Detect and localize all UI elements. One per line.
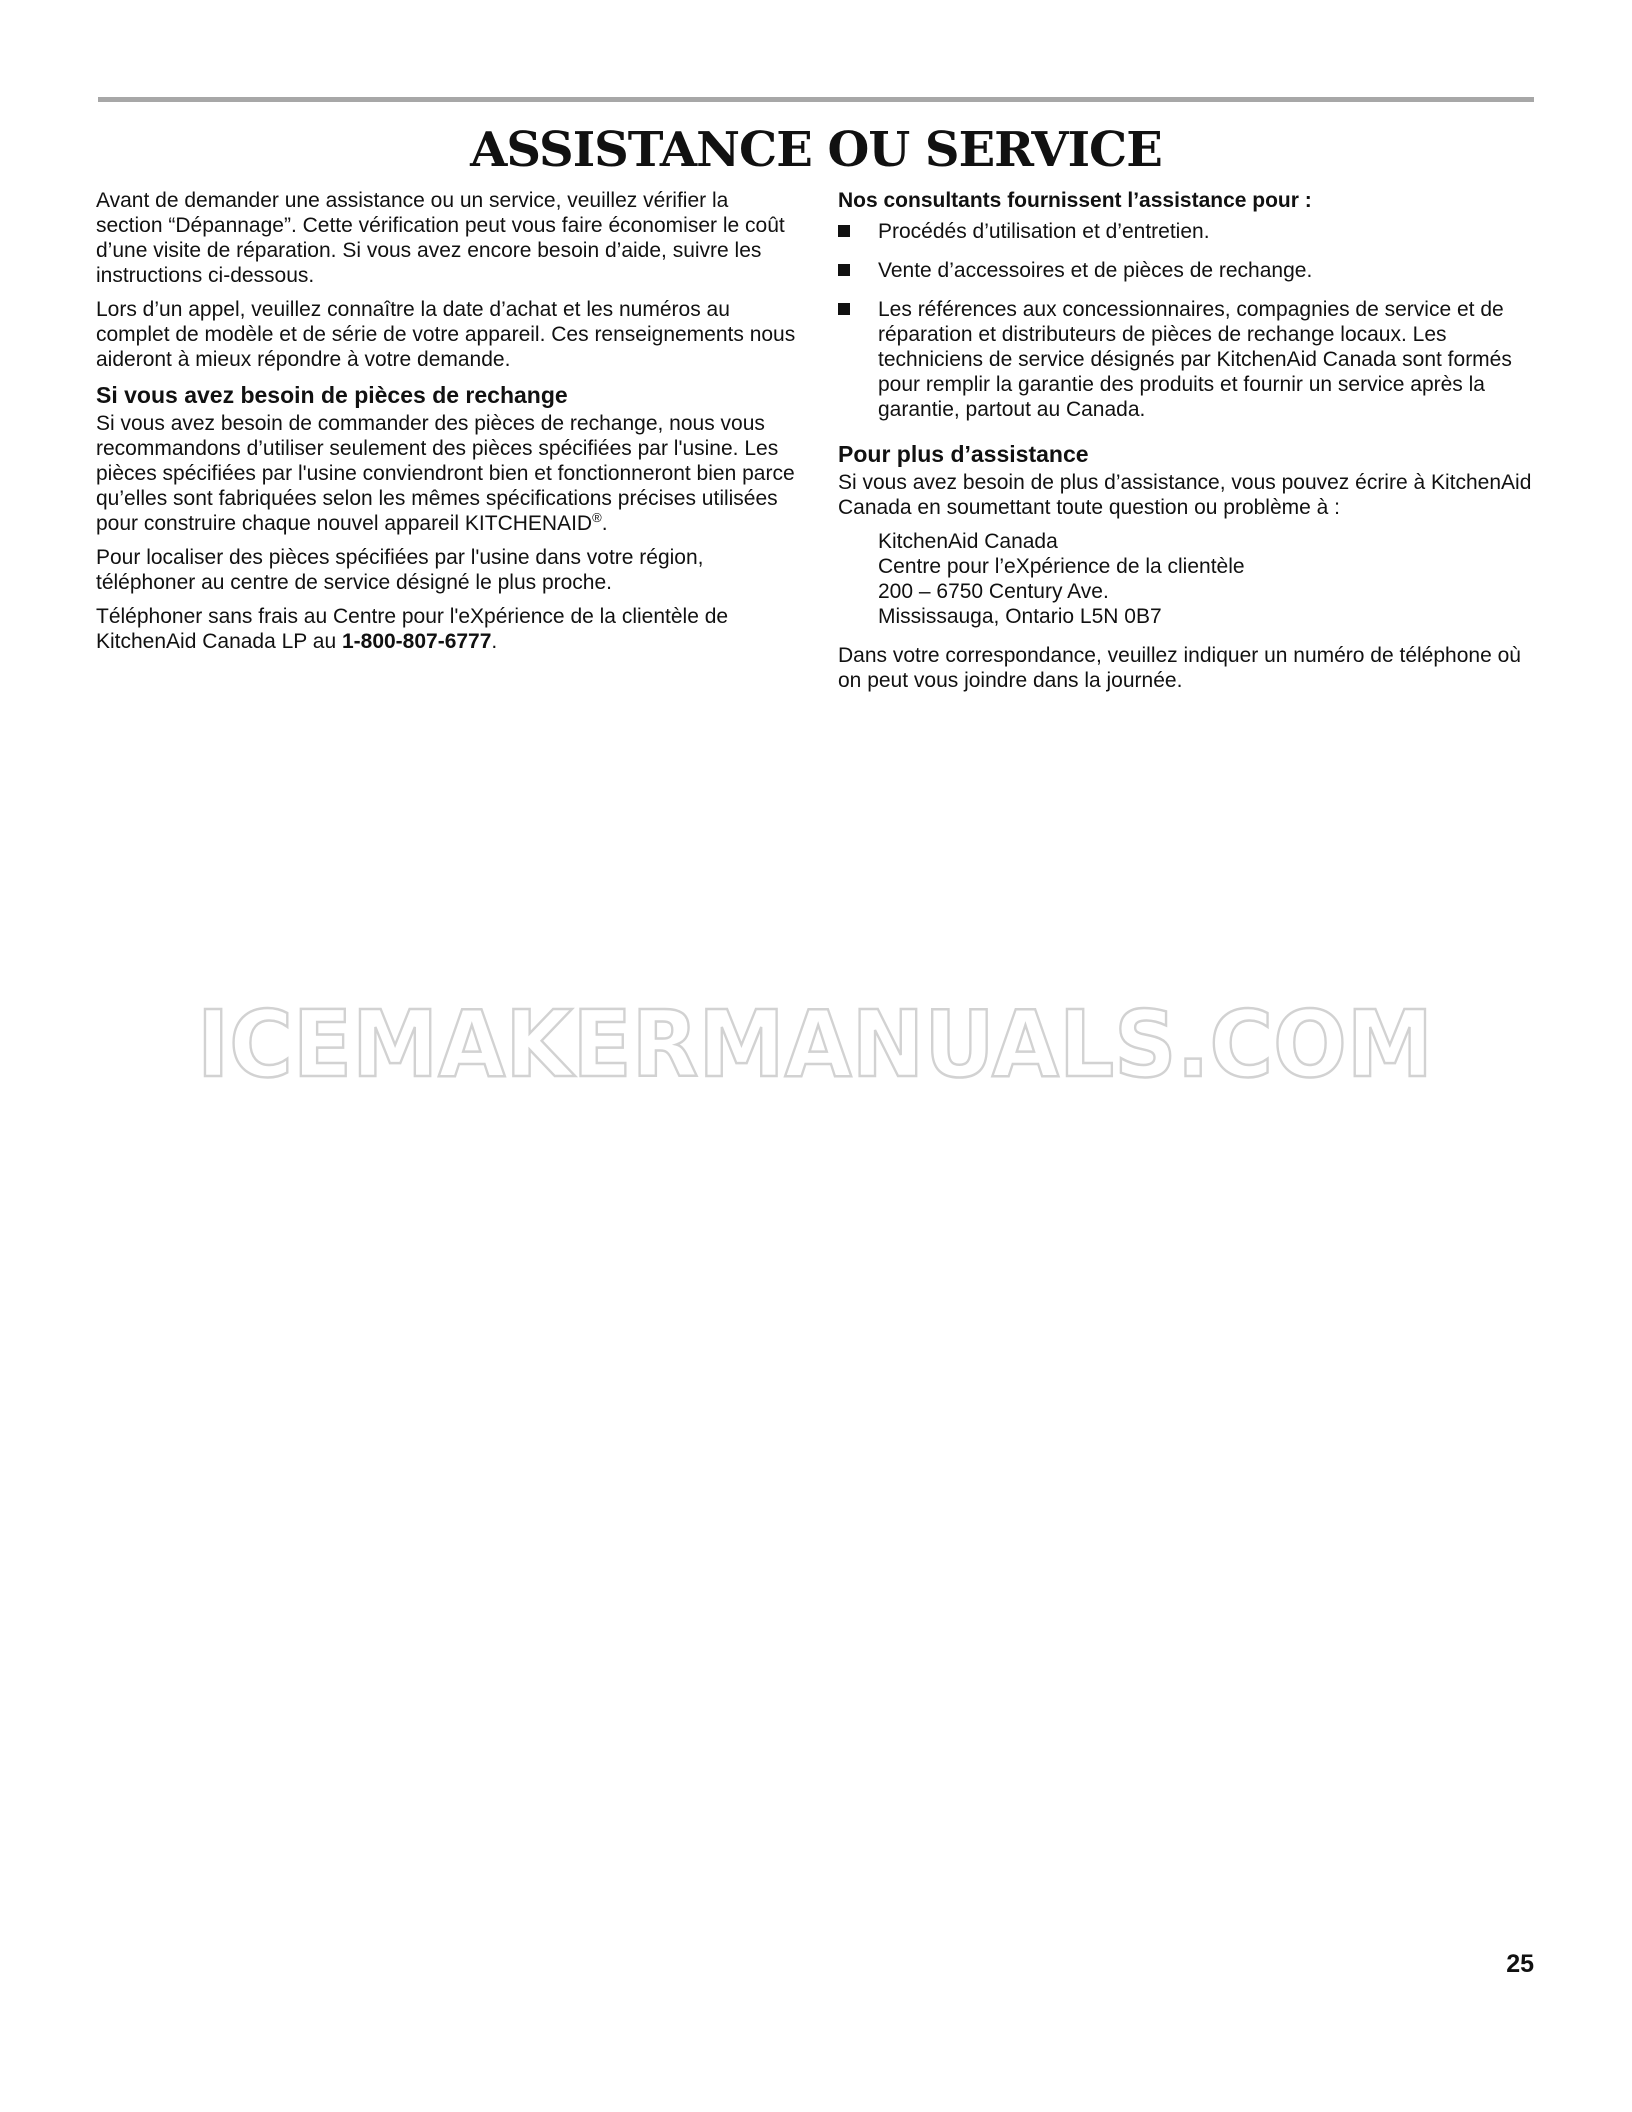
services-list bbox=[838, 219, 1538, 422]
parts-paragraph-1 bbox=[96, 411, 796, 536]
list-item-text: Vente d’accessoires et de pièces de rechange. bbox=[878, 259, 1313, 282]
parts-heading: Si vous avez besoin de pièces de rechange bbox=[96, 382, 568, 408]
list-item bbox=[838, 219, 1538, 244]
closing-paragraph: Dans votre correspondance, veuillez indiquer un numéro de téléphone où on peut vous joindre dans la journée. bbox=[838, 644, 1521, 692]
watermark-text: ICEMAKERMANUALS.COM bbox=[197, 1000, 1433, 1090]
page-number: 25 bbox=[1506, 1950, 1534, 1978]
intro-paragraph-2: Lors d’un appel, veuillez connaître la date d’achat et les numéros au complet de modèle et de série de votre appareil. Ces renseignements nous aideront à mieux répondre à votre demande. bbox=[96, 298, 796, 371]
parts-paragraph-2: Pour localiser des pièces spécifiées par l'usine dans votre région, téléphoner au centre de service désigné le plus proche. bbox=[96, 546, 704, 594]
intro-paragraph-1: Avant de demander une assistance ou un service, veuillez vérifier la section “Dépannage”. Cette vérification peut vous faire économiser le coût d’une visite de réparation. Si vous avez encore besoin d’aide, suivre les instructions ci-dessous. bbox=[96, 189, 785, 287]
square-bullet-icon bbox=[838, 219, 878, 237]
consultants-heading: Nos consultants fournissent l’assistance pour : bbox=[838, 189, 1312, 212]
parts-paragraph-3-text: Téléphoner sans frais au Centre pour l'eXpérience de la clientèle de KitchenAid Canada LP au bbox=[96, 605, 729, 653]
parts-paragraph-3-end: . bbox=[491, 630, 498, 653]
page-title: ASSISTANCE OU SERVICE bbox=[470, 122, 1162, 178]
left-column bbox=[96, 188, 796, 663]
parts-paragraph-1-text: Si vous avez besoin de commander des pièces de rechange, nous vous recommandons d’utiliser seulement des pièces spécifiées par l'usine. Les pièces spécifiées par l'usine conviendront bien et fonctionneront bien parce qu’elles sont fabriquées selon les mêmes spécifications précises utilisées pour construire chaque nouvel appareil KITCHENAID bbox=[96, 412, 795, 535]
more-assistance-paragraph: Si vous avez besoin de plus d’assistance, vous pouvez écrire à KitchenAid Canada en soumettant toute question ou problème à : bbox=[838, 471, 1532, 519]
right-column bbox=[838, 188, 1538, 702]
registered-mark: ® bbox=[592, 510, 602, 525]
address-line: Centre pour l’eXpérience de la clientèle bbox=[878, 555, 1245, 578]
address-line: Mississauga, Ontario L5N 0B7 bbox=[878, 605, 1162, 628]
address-line: KitchenAid Canada bbox=[878, 530, 1058, 553]
mailing-address bbox=[878, 529, 1538, 629]
list-item-text: Procédés d’utilisation et d’entretien. bbox=[878, 220, 1210, 243]
watermark bbox=[195, 1000, 1435, 1090]
list-item bbox=[838, 297, 1538, 422]
list-item-text: Les références aux concessionnaires, compagnies de service et de réparation et distributeurs de pièces de rechange locaux. Les techniciens de service désignés par KitchenAid Canada sont formés pour remplir la garantie des produits et fournir un service après la garantie, partout au Canada. bbox=[878, 298, 1512, 421]
more-assistance-heading: Pour plus d’assistance bbox=[838, 441, 1089, 467]
parts-paragraph-1-period: . bbox=[601, 512, 608, 535]
phone-number: 1-800-807-6777 bbox=[341, 630, 492, 653]
square-bullet-icon bbox=[838, 297, 878, 315]
parts-paragraph-3 bbox=[96, 604, 796, 654]
top-rule bbox=[98, 97, 1534, 102]
address-line: 200 – 6750 Century Ave. bbox=[878, 580, 1109, 603]
list-item bbox=[838, 258, 1538, 283]
square-bullet-icon bbox=[838, 258, 878, 276]
